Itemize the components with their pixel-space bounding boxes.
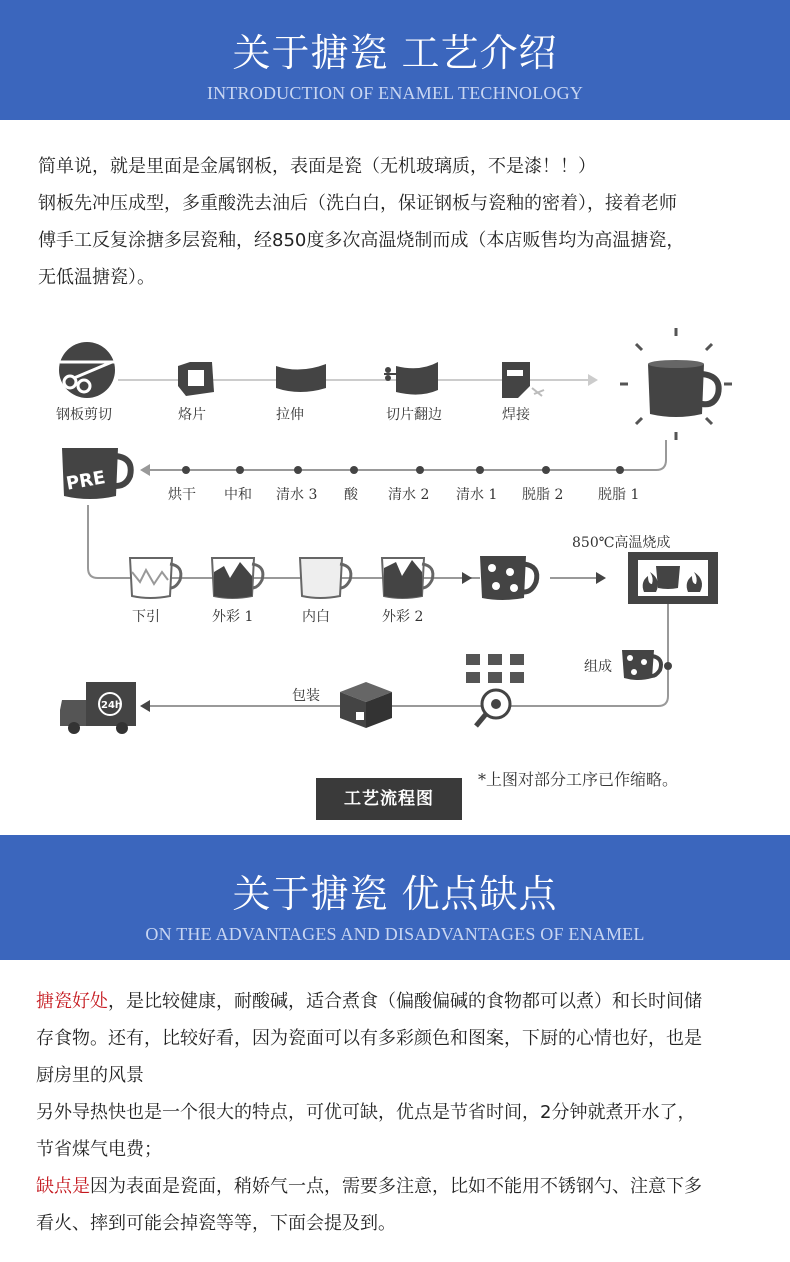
section-title: 关于搪瓷 工艺介绍 <box>232 31 558 75</box>
pros-label: 搪瓷好处 <box>36 991 108 1012</box>
step-label: 内白 <box>302 609 330 625</box>
step-label: 下引 <box>132 609 160 625</box>
text-span: ，是比较健康，耐酸碱，适合煮食（偏酸偏碱的食物都可以煮）和长时间储 <box>108 991 702 1012</box>
intro-line: 钢板先冲压成型，多重酸洗去油后（洗白白，保证钢板与瓷釉的密着），接着老师 <box>38 193 677 214</box>
process-flow-diagram <box>0 300 790 830</box>
section-subtitle: INTRODUCTION OF ENAMEL TECHNOLOGY <box>206 83 584 103</box>
pros-cons-text <box>36 983 766 1242</box>
step-label: 清水 2 <box>388 487 430 503</box>
step-label: 拉伸 <box>276 407 304 423</box>
step-label: 外彩 1 <box>212 609 254 625</box>
step-label: 烙片 <box>178 407 206 423</box>
flow-title-badge: 工艺流程图 <box>316 778 462 820</box>
mug-grid-icon <box>466 654 524 683</box>
bent-sheet-icon <box>178 362 214 396</box>
section-banner-process <box>0 0 790 120</box>
stretched-sheet-icon <box>276 364 326 392</box>
step-label: 钢板剪切 <box>56 407 112 423</box>
step-label: 脱脂 1 <box>598 487 640 503</box>
mug-icon <box>620 328 732 440</box>
magnifier-icon <box>476 690 510 726</box>
kiln-label: 850℃高温烧成 <box>572 535 671 551</box>
mug-flower-icon <box>480 556 537 600</box>
pros-line: 节省煤气电费； <box>36 1139 162 1160</box>
flange-sheet-icon <box>384 362 438 395</box>
intro-text <box>38 148 768 296</box>
pros-line: 另外导热快也是一个很大的特点，可优可缺，优点是节省时间，2分钟就煮开水了， <box>36 1102 696 1123</box>
assembly-mug-icon <box>622 650 661 680</box>
text-span: 因为表面是瓷面，稍娇气一点，需要多注意，比如不能用不锈钢勺、注意下多 <box>90 1176 702 1197</box>
flow-note: *上图对部分工序已作缩略。 <box>478 770 679 789</box>
cons-label: 缺点是 <box>36 1176 90 1197</box>
packing-label: 包装 <box>292 688 320 704</box>
flow-graphics <box>0 300 790 830</box>
step-label: 清水 3 <box>276 487 318 503</box>
truck-icon <box>60 682 136 734</box>
step-label: 切片翻边 <box>386 407 442 423</box>
section-banner-pros-cons <box>0 835 790 960</box>
intro-line: 简单说，就是里面是金属钢板，表面是瓷（无机玻璃质，不是漆！！） <box>38 156 596 177</box>
pre-mug-icon <box>62 448 131 499</box>
intro-line: 傅手工反复涂搪多层瓷釉，经850度多次高温烧制而成（本店贩售均为高温搪瓷， <box>38 230 685 251</box>
section-subtitle: ON THE ADVANTAGES AND DISADVANTAGES OF ENAMEL <box>145 924 645 944</box>
scissors-icon <box>59 342 116 398</box>
cons-line: 看火、摔到可能会掉瓷等等，下面会提及到。 <box>36 1213 396 1234</box>
pros-line: 厨房里的风景 <box>36 1065 144 1086</box>
step-label: 中和 <box>224 487 252 503</box>
step-label: 脱脂 2 <box>522 487 564 503</box>
box-icon <box>340 682 392 728</box>
section-title: 关于搪瓷 优点缺点 <box>232 872 558 916</box>
step-label: 外彩 2 <box>382 609 424 625</box>
truck-badge-text: 24h <box>101 700 123 711</box>
kiln-icon <box>628 552 718 604</box>
pre-text: PRE <box>64 467 108 495</box>
intro-line: 无低温搪瓷）。 <box>38 267 155 288</box>
cons-line <box>36 1168 766 1205</box>
step-label: 焊接 <box>502 407 530 423</box>
step-label: 酸 <box>344 487 358 503</box>
pros-line <box>36 983 766 1020</box>
step-label: 清水 1 <box>456 487 498 503</box>
step-label: 烘干 <box>168 487 196 503</box>
assembly-label: 组成 <box>584 659 612 675</box>
pros-line: 存食物。还有，比较好看，因为瓷面可以有多彩颜色和图案，下厨的心情也好，也是 <box>36 1028 702 1049</box>
